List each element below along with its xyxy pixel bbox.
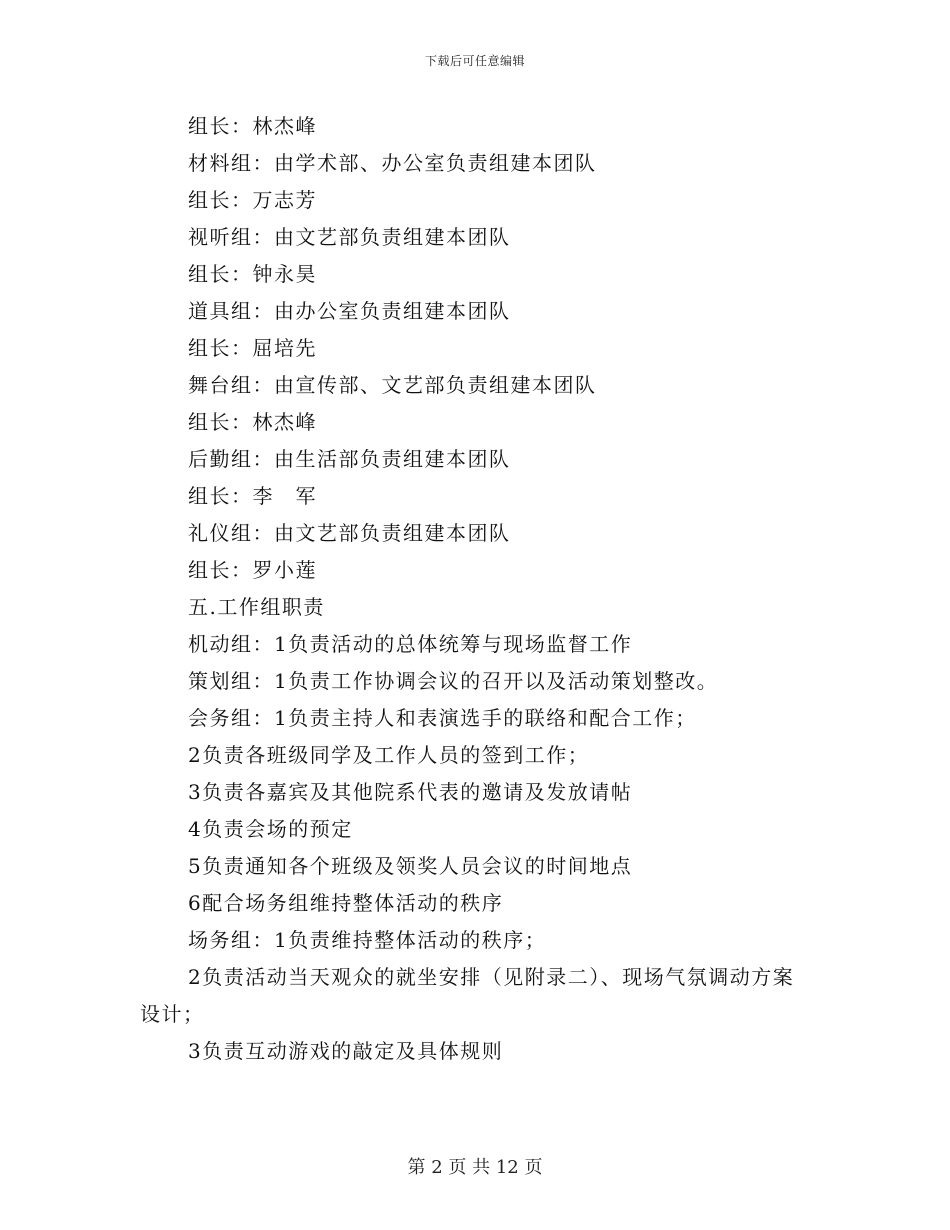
text-line: 场务组：1负责维持整体活动的秩序； [188, 928, 547, 952]
section-heading: 五.工作组职责 [188, 595, 325, 619]
page-header-note: 下载后可任意编辑 [424, 54, 525, 68]
text-line: 5负责通知各个班级及领奖人员会议的时间地点 [188, 854, 633, 878]
document-body [140, 108, 820, 1070]
text-line: 道具组：由办公室负责组建本团队 [188, 299, 511, 323]
text-line: 组长：林杰峰 [188, 114, 317, 138]
text-line: 舞台组：由宣传部、文艺部负责组建本团队 [188, 373, 597, 397]
text-line: 视听组：由文艺部负责组建本团队 [188, 225, 511, 249]
text-line: 组长：屈培先 [188, 336, 317, 360]
text-line: 策划组：1负责工作协调会议的召开以及活动策划整改。 [188, 669, 719, 693]
text-line: 组长：万志芳 [188, 188, 317, 212]
text-line: 2负责各班级同学及工作人员的签到工作； [188, 743, 590, 767]
text-line: 4负责会场的预定 [188, 817, 353, 841]
text-line: 会务组：1负责主持人和表演选手的联络和配合工作； [188, 706, 697, 730]
text-line: 机动组：1负责活动的总体统筹与现场监督工作 [188, 632, 633, 656]
page-number-footer: 第 2 页 共 12 页 [407, 1157, 543, 1178]
text-line: 组长：林杰峰 [188, 410, 317, 434]
text-line: 2负责活动当天观众的就坐安排（见附录二）、现场气氛调动方案 [188, 965, 795, 989]
text-line-continuation: 设计； [140, 1002, 205, 1026]
text-line: 后勤组：由生活部负责组建本团队 [188, 447, 511, 471]
text-line: 礼仪组：由文艺部负责组建本团队 [188, 521, 511, 545]
text-line: 组长：罗小莲 [188, 558, 317, 582]
text-line: 组长：钟永昊 [188, 262, 317, 286]
text-line: 6配合场务组维持整体活动的秩序 [188, 891, 504, 915]
text-line: 组长：李 军 [188, 484, 317, 508]
text-line: 3负责互动游戏的敲定及具体规则 [188, 1039, 504, 1063]
text-line: 3负责各嘉宾及其他院系代表的邀请及发放请帖 [188, 780, 633, 804]
text-line: 材料组：由学术部、办公室负责组建本团队 [188, 151, 597, 175]
